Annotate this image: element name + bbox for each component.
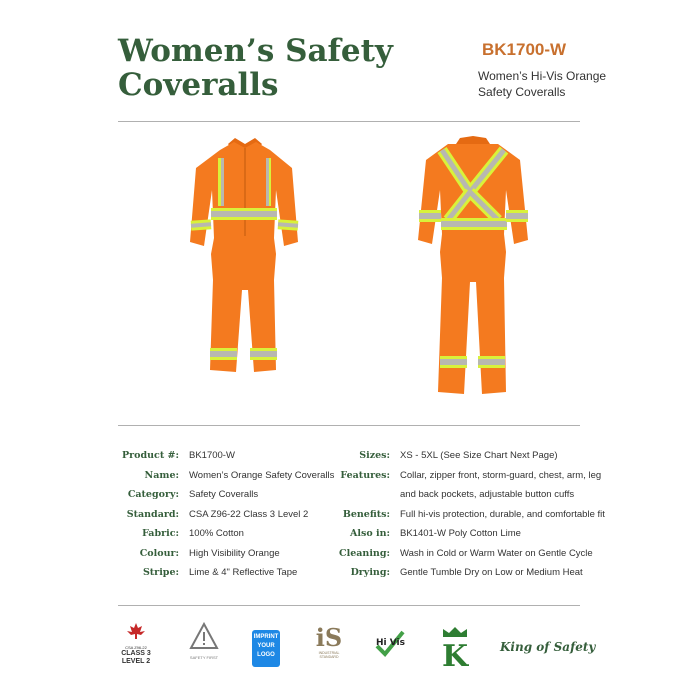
divider-top bbox=[118, 121, 580, 122]
brand-tagline: King of Safety bbox=[500, 640, 596, 654]
warning-triangle-icon bbox=[189, 622, 219, 650]
k-letter: K bbox=[441, 639, 469, 674]
coverall-back-image bbox=[408, 130, 538, 410]
specs-right-column bbox=[318, 446, 610, 583]
spec-label: Product #: bbox=[122, 450, 179, 462]
spec-value: CSA Z96-22 Class 3 Level 2 bbox=[189, 508, 309, 520]
spec-label: Standard: bbox=[126, 508, 179, 520]
spec-row-drying bbox=[318, 563, 610, 583]
k-logo-badge bbox=[440, 625, 470, 674]
divider-bottom bbox=[118, 605, 580, 606]
spec-value: XS - 5XL (See Size Chart Next Page) bbox=[400, 450, 558, 462]
title-line-1: Women’s Safety bbox=[118, 33, 393, 69]
csa-standard: CSA Z96-22 bbox=[125, 645, 147, 650]
coverall-front-image bbox=[180, 130, 310, 410]
imprint-logo-badge bbox=[252, 630, 280, 667]
spec-value: Gentle Tumble Dry on Low or Medium Heat bbox=[400, 567, 583, 579]
imprint-line-2: YOUR bbox=[257, 643, 275, 649]
spec-value: Lime & 4" Reflective Tape bbox=[189, 567, 298, 579]
spec-label: Drying: bbox=[350, 567, 390, 579]
product-code: BK1700-W bbox=[482, 40, 567, 59]
spec-row-features-cont bbox=[318, 485, 610, 505]
is-logo-text: iS bbox=[315, 623, 343, 652]
spec-value: Full hi-vis protection, durable, and comfortable fit bbox=[400, 508, 605, 520]
spec-value: and back pockets, adjustable button cuffs bbox=[400, 489, 575, 501]
safety-first-badge bbox=[186, 622, 222, 660]
spec-row-benefits bbox=[318, 505, 610, 525]
is-sub-text: INDUSTRIAL STANDARD bbox=[318, 651, 340, 659]
csa-badge bbox=[116, 622, 156, 666]
crown-icon bbox=[441, 626, 469, 638]
csa-level: LEVEL 2 bbox=[121, 658, 151, 665]
spec-value: High Visibility Orange bbox=[189, 547, 280, 559]
page-title bbox=[118, 34, 438, 102]
spec-label: Benefits: bbox=[342, 508, 390, 520]
spec-label: Cleaning: bbox=[339, 547, 390, 559]
spec-label: Name: bbox=[144, 469, 179, 481]
spec-label: Sizes: bbox=[359, 450, 390, 462]
product-subtitle bbox=[478, 68, 608, 100]
safety-first-text: SAFETY FIRST bbox=[189, 655, 219, 660]
spec-value: Safety Coveralls bbox=[189, 489, 259, 501]
csa-class: CLASS 3 bbox=[121, 650, 151, 657]
spec-label: Category: bbox=[127, 489, 179, 501]
spec-row-sizes bbox=[318, 446, 610, 466]
maple-leaf-icon bbox=[125, 622, 147, 640]
subtitle-line-2: Safety Coveralls bbox=[478, 85, 566, 99]
hi-vis-badge bbox=[374, 628, 406, 665]
spec-row-features bbox=[318, 466, 610, 486]
spec-value: Women’s Orange Safety Coveralls bbox=[189, 469, 335, 481]
spec-label: Stripe: bbox=[142, 567, 179, 579]
spec-row-cleaning bbox=[318, 544, 610, 564]
spec-value: 100% Cotton bbox=[189, 528, 244, 540]
spec-value: Wash in Cold or Warm Water on Gentle Cycle bbox=[400, 547, 593, 559]
imprint-line-3: LOGO bbox=[257, 652, 275, 658]
spec-label: Features: bbox=[340, 469, 390, 481]
industrial-standard-badge bbox=[312, 625, 346, 659]
title-line-2: Coveralls bbox=[118, 67, 279, 103]
spec-label: Colour: bbox=[139, 547, 179, 559]
spec-value: BK1401-W Poly Cotton Lime bbox=[400, 528, 521, 540]
hi-vis-text: Hi Vis bbox=[376, 638, 405, 648]
spec-label: Fabric: bbox=[142, 528, 179, 540]
spec-value: Collar, zipper front, storm-guard, chest, arm, leg bbox=[400, 469, 602, 481]
spec-row-also-in bbox=[318, 524, 610, 544]
divider-middle bbox=[118, 425, 580, 426]
subtitle-line-1: Women’s Hi-Vis Orange bbox=[478, 69, 607, 83]
spec-label: Also in: bbox=[350, 528, 390, 540]
spec-value: BK1700-W bbox=[189, 450, 235, 462]
imprint-line-1: IMPRINT bbox=[253, 634, 279, 640]
